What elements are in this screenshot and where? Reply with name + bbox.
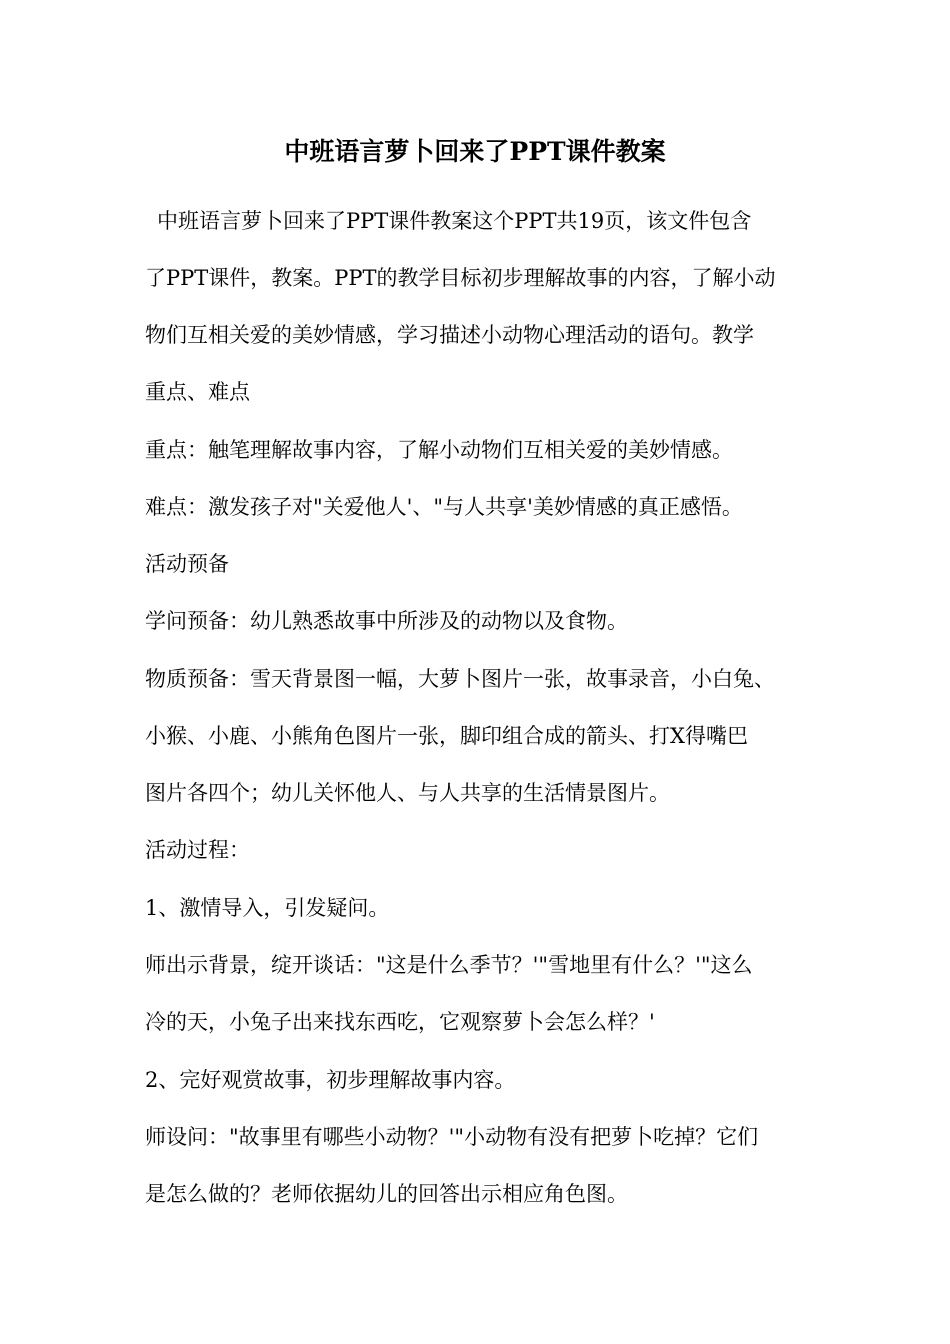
process-step-1: 1、激情导入，引发疑问。 [145,896,390,920]
process-step-2-detail-line-2: 是怎么做的？老师依据幼儿的回答出示相应角色图。 [145,1182,628,1206]
process-step-2-detail-line-1: 师设问："故事里有哪些小动物？'"小动物有没有把萝卜吃掉？它们 [145,1125,759,1149]
paragraph-line-3: 物们互相关爱的美妙情感，学习描述小动物心理活动的语句。教学 [145,323,754,347]
material-preparation-line-3: 图片各四个；幼儿关怀他人、与人共享的生活情景图片。 [145,781,670,805]
process-step-1-detail-line-2: 冷的天，小兔子出来找东西吃，它观察萝卜会怎么样？' [145,1010,655,1034]
section-heading-preparation: 活动预备 [145,552,229,576]
document-title: 中班语言萝卜回来了PPT课件教案 [284,137,666,166]
paragraph-line-1: 中班语言萝卜回来了PPT课件教案这个PPT共19页，该文件包含 [157,209,752,233]
paragraph-line-2: 了PPT课件，教案。PPT的教学目标初步理解故事的内容，了解小动 [145,266,776,290]
material-preparation-line-2: 小猴、小鹿、小熊角色图片一张，脚印组合成的箭头、打X得嘴巴 [145,724,748,748]
paragraph-line-4: 重点、难点 [145,380,250,404]
process-step-2: 2、完好观赏故事，初步理解故事内容。 [145,1068,516,1092]
process-step-1-detail-line-1: 师出示背景，绽开谈话："这是什么季节？'"雪地里有什么？'"这么 [145,953,753,977]
key-point-line: 重点：触笔理解故事内容，了解小动物们互相关爱的美妙情感。 [145,438,733,462]
section-heading-process: 活动过程： [145,838,250,862]
difficult-point-line: 难点：激发孩子对"关爱他人'、"与人共享'美妙情感的真正感悟。 [145,495,743,519]
material-preparation-line-1: 物质预备：雪天背景图一幅，大萝卜图片一张，故事录音，小白兔、 [145,667,775,691]
knowledge-preparation-line: 学问预备：幼儿熟悉故事中所涉及的动物以及食物。 [145,609,628,633]
